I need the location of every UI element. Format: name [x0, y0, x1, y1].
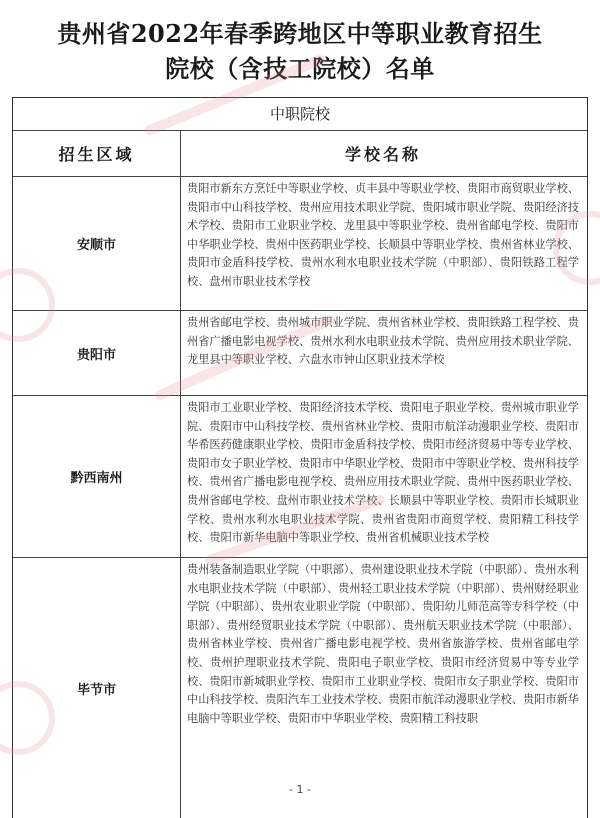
- schools-cell: 贵州装备制造职业学院（中职部）、贵州建设职业技术学院（中职部）、贵州水利水电职业技术学院（中职部）、贵州轻工职业技术学院（中职部）、贵州财经职业学院（中职部）、贵州农业职业学院（中职部）、贵阳幼儿师范高等专科学校（中职部）、贵州经贸职业技术学院（中职部）、贵州航天职业技术学院（中职部）、贵州省林业学校、贵州省广播电影电视学校、贵州省旅游学校、贵州省邮电学校、贵州护理职业技术学院、贵阳电子职业学校、贵阳市经济贸易中等专业学校、贵阳市新城职业学校、贵阳市工业职业学校、贵阳市女子职业学校、贵阳市中山科技学校、贵阳汽车工业技术学校、贵阳市航洋动漫职业学校、贵阳市新华电脑中等职业学校、贵阳市中华职业学校、贵阳精工科技职: [187, 563, 579, 725]
- table-row: [13, 177, 587, 311]
- table-row: [13, 396, 587, 558]
- schools-cell: 贵阳市工业职业学校、贵阳经济技术学校、贵阳电子职业学校、贵州城市职业学院、贵阳市中山科技学校、贵州省林业学校、贵阳市航洋动漫职业学校、贵阳市华希医药健康职业学校、贵阳市金盾科技学校、贵阳市经济贸易中等专业学校、贵阳市女子职业学校、贵阳市中华职业学校、贵阳市中等职业学校、贵州科技学校、贵州省广播电影电视学校、贵州应用技术职业学院、贵州中医药职业学校、贵州省邮电学校、盘州市职业技术学校、长顺县中等职业学校、贵阳市长城职业学校、贵州水利水电职业技术学院、贵州省贵阳市商贸学校、贵阳精工科技学校、贵阳市新华电脑中等职业学校、贵州省机械职业技术学校: [187, 401, 579, 545]
- header-region: 招生区域: [13, 131, 181, 176]
- title-line-2: 院校（含技工院校）名单: [165, 54, 435, 83]
- school-list-table: [12, 97, 588, 818]
- schools-cell: 贵州省邮电学校、贵州城市职业学院、贵州省林业学校、贵阳铁路工程学校、贵州省广播电影电视学校、贵州水利水电职业技术学院、贵州应用技术职业学院、龙里县中等职业学校、六盘水市钟山区职业技术学校: [187, 316, 579, 367]
- region-cell: 黔西南州: [13, 396, 181, 557]
- title-line-1: 贵州省2022年春季跨地区中等职业教育招生: [57, 19, 543, 48]
- section-label: 中职院校: [269, 105, 330, 123]
- region-cell: 毕节市: [13, 558, 181, 818]
- region-cell: 贵阳市: [13, 311, 181, 395]
- header-row: [13, 131, 587, 177]
- region-cell: 安顺市: [13, 177, 181, 310]
- schools-cell: 贵阳市新东方烹饪中等职业学校、贞丰县中等职业学校、贵阳市商贸职业学校、贵阳市中山科技学校、贵州应用技术职业学院、贵阳城市职业学院、贵阳经济技术学校、贵阳市工业职业学校、龙里县中等职业学校、贵州省邮电学校、贵阳市中华职业学校、贵州中医药职业学校、长顺县中等职业学校、贵州省林业学校、贵阳市金盾科技学校、贵州水利水电职业技术学院（中职部）、贵阳铁路工程学校、盘州市职业技术学校: [187, 182, 579, 288]
- table-row: [13, 558, 587, 818]
- table-row: [13, 311, 587, 396]
- section-row: [13, 98, 587, 131]
- header-schools: 学校名称: [344, 145, 421, 164]
- document-title: [0, 16, 600, 86]
- page-number: - 1 -: [289, 783, 311, 796]
